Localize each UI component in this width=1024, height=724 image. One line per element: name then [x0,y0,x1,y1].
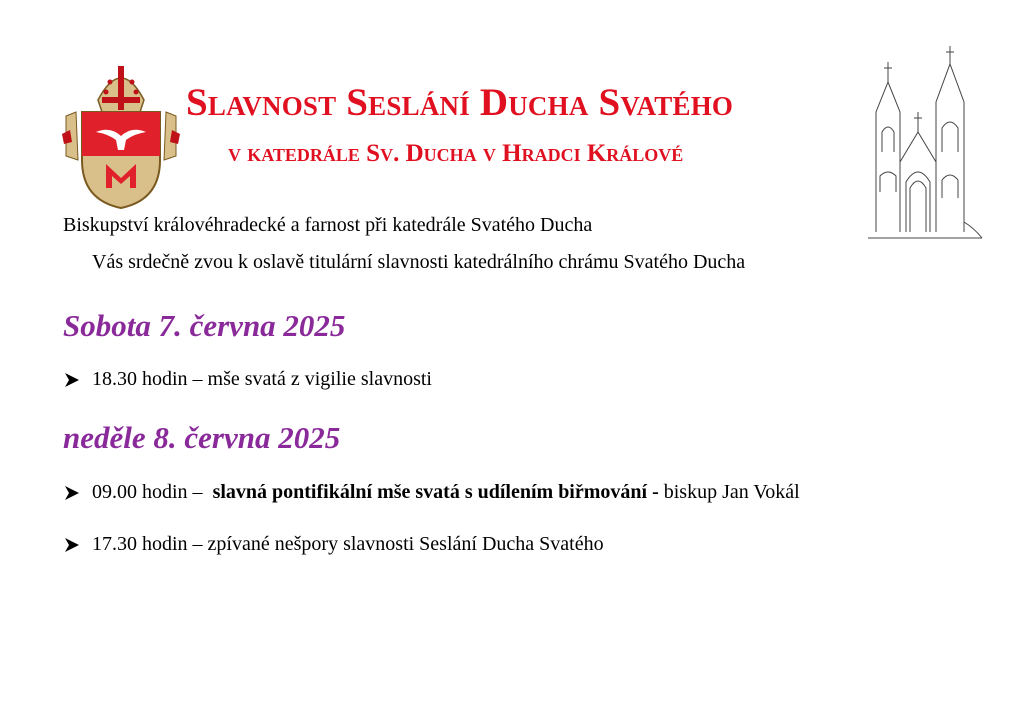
schedule-item-text: 17.30 hodin – zpívané nešpory slavnosti Seslání Ducha Svatého [92,533,604,555]
schedule-item [63,533,604,556]
arrowhead-bullet-icon [63,485,81,501]
coat-of-arms-icon [58,60,184,210]
intro-line-2: Vás srdečně zvou k oslavě titulární slavnosti katedrálního chrámu Svatého Ducha [92,251,746,273]
page-subtitle: v katedrále Sv. Ducha v Hradci Králové [228,140,684,167]
cathedral-drawing-icon [866,42,984,242]
schedule-item-text: 18.30 hodin – mše svatá z vigilie slavnosti [92,368,432,390]
intro-line-1: Biskupství královéhradecké a farnost při katedrále Svatého Ducha [63,214,593,236]
schedule-item-time: 09.00 hodin – [92,481,213,503]
day-heading-sunday: neděle 8. června 2025 [63,420,341,455]
schedule-item [63,481,800,504]
page-title: Slavnost Seslání Ducha Svatého [186,81,734,124]
schedule-item-celebrant: biskup Jan Vokál [658,481,800,503]
day-heading-saturday: Sobota 7. června 2025 [63,308,346,343]
schedule-item-highlight: slavná pontifikální mše svatá s udílením biřmování - [212,481,659,503]
arrowhead-bullet-icon [63,372,81,388]
schedule-item [63,368,432,391]
arrowhead-bullet-icon [63,537,81,553]
